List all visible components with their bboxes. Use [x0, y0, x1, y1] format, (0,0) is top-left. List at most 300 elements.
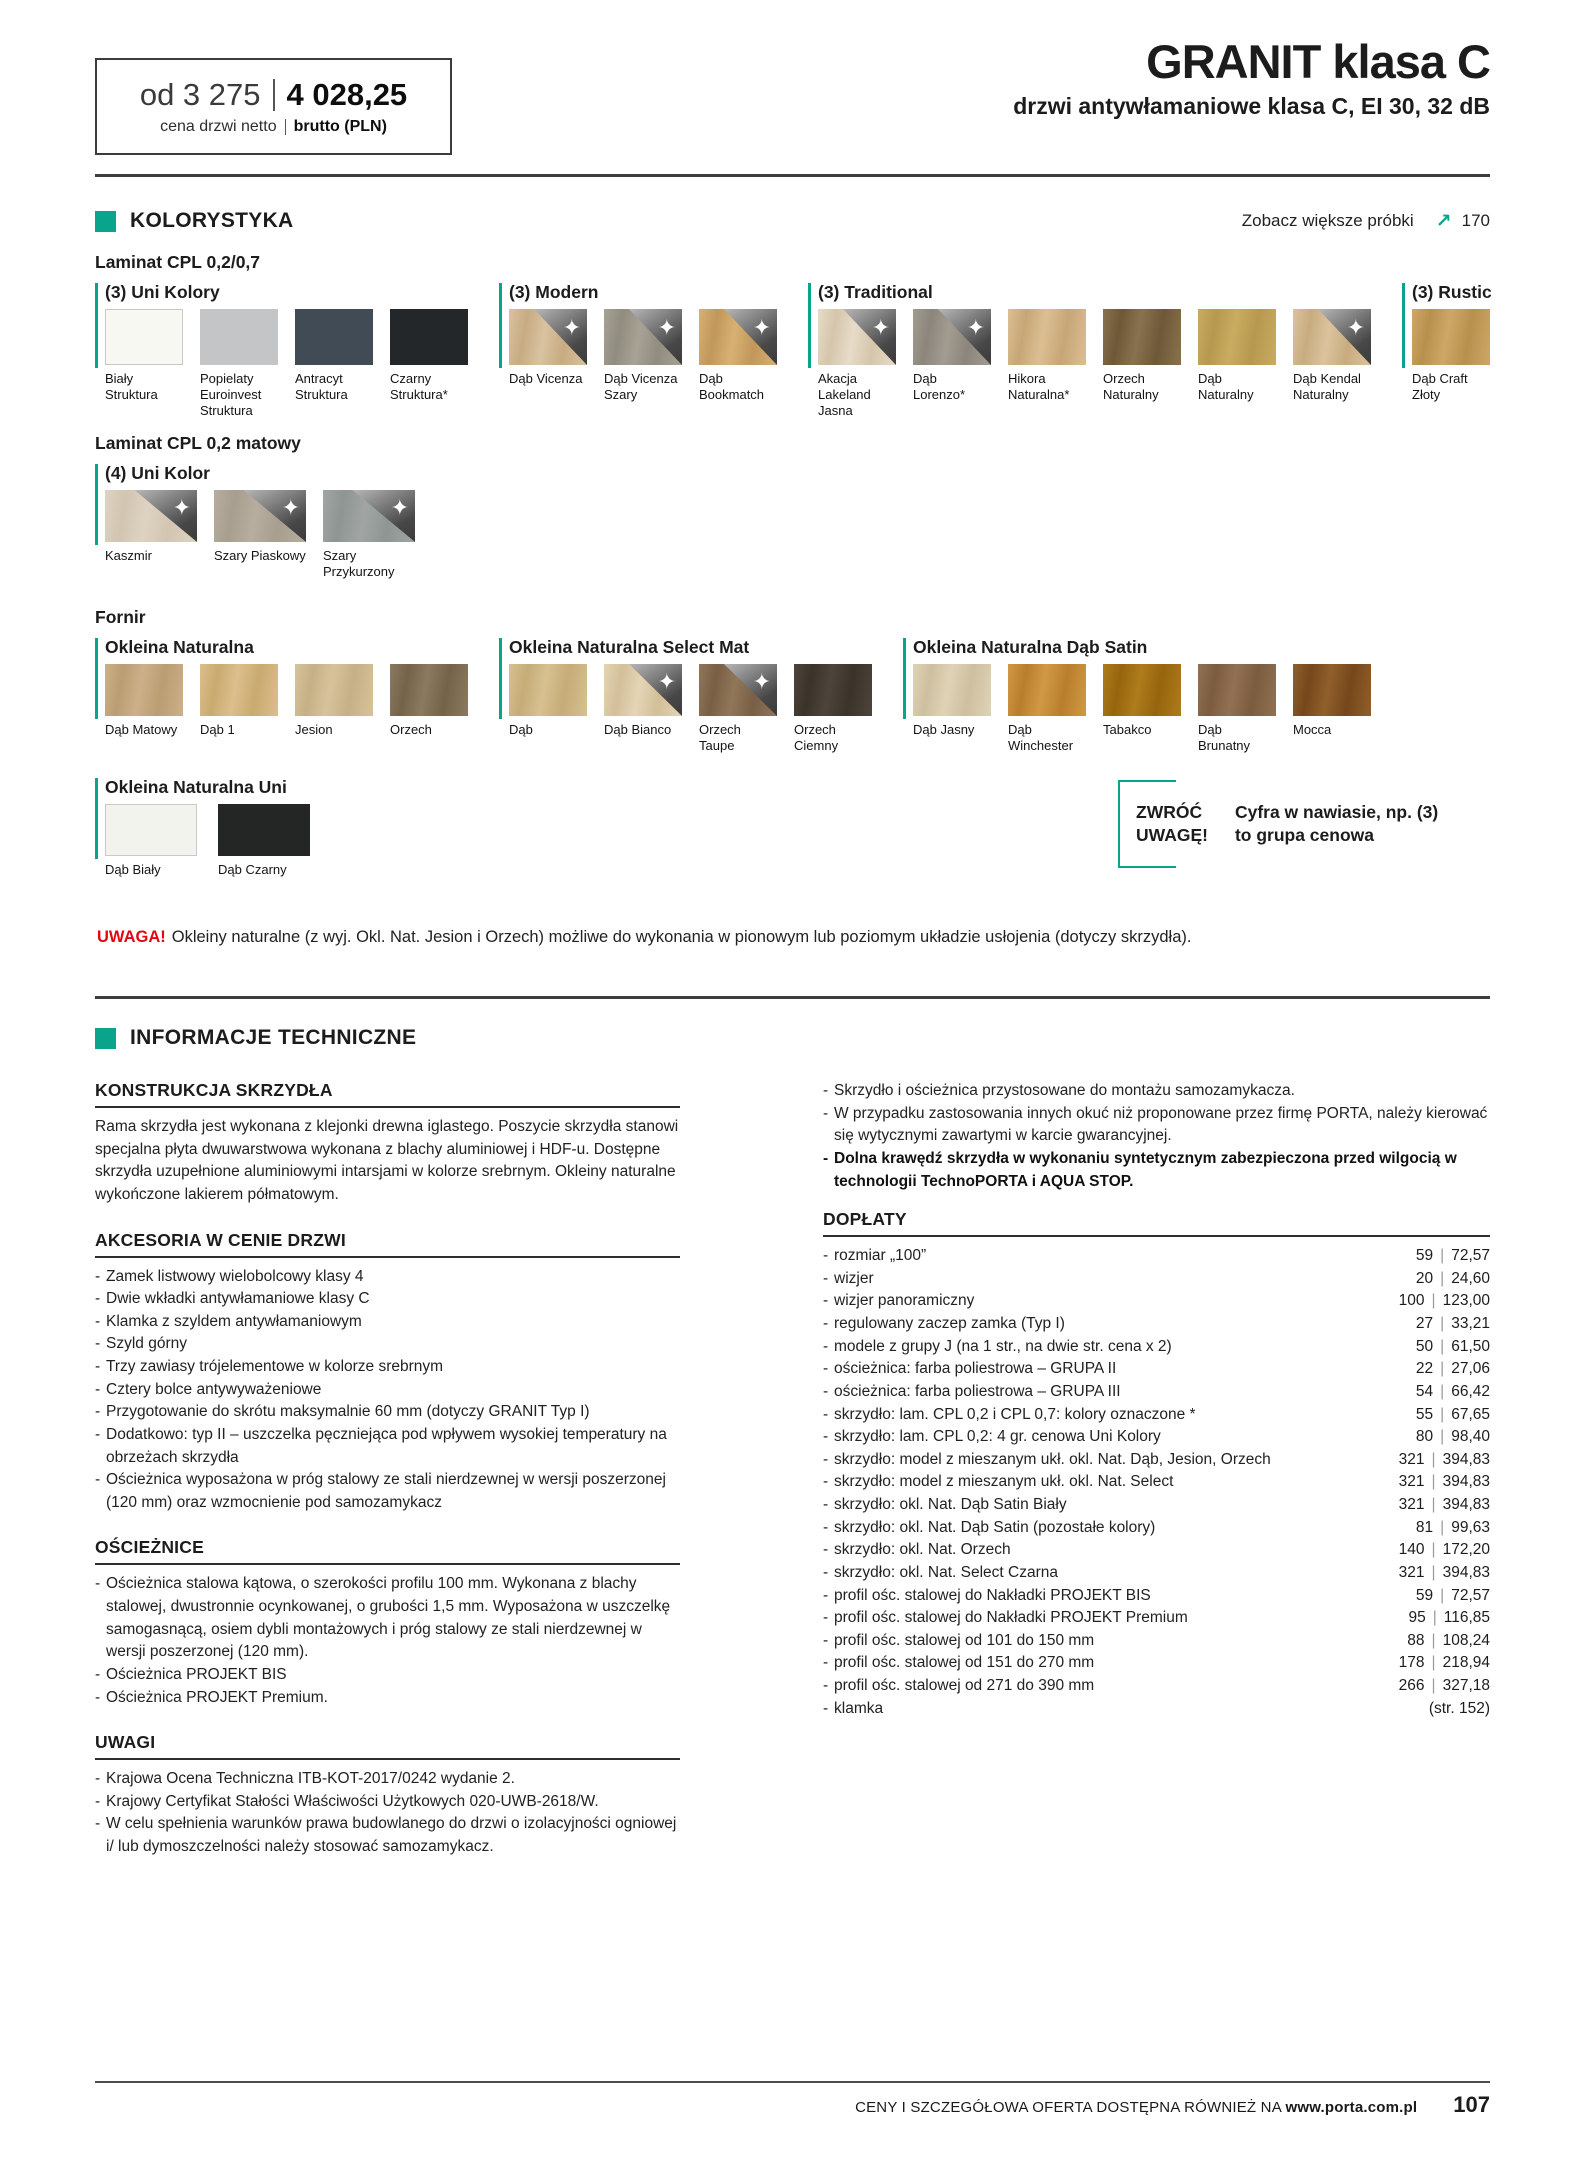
swatch-name: Dąb Brunatny [1198, 722, 1251, 753]
swatch-cell [105, 804, 197, 878]
swatch-cell [1198, 664, 1276, 754]
surcharge-label: - skrzydło: okl. Nat. Orzech [823, 1539, 1399, 1562]
color-swatch-with-sparkle-icon [323, 490, 415, 542]
net-price: 321 [1398, 1563, 1425, 1581]
color-swatch-with-sparkle-icon [818, 309, 896, 365]
swatch-name: Antracyt Struktura [295, 371, 348, 402]
surcharge-price [1399, 1292, 1490, 1310]
net-price: 140 [1398, 1541, 1425, 1559]
swatch-name: Orzech Taupe [699, 722, 741, 753]
swatch-group-label: Okleina Naturalna Uni [105, 777, 287, 797]
color-swatch [1198, 309, 1276, 365]
tech-list-item: - Ościeżnica PROJEKT Premium. [95, 1687, 680, 1710]
color-swatch-with-sparkle-icon [214, 490, 306, 542]
price-box [95, 58, 452, 155]
swatch-cell [218, 804, 310, 878]
surcharge-label: - ościeżnica: farba poliestrowa – GRUPA III [823, 1381, 1416, 1404]
tech-subheading: OŚCIEŻNICE [95, 1537, 680, 1565]
surcharge-row [823, 1585, 1490, 1608]
swatch-group [95, 637, 468, 738]
color-swatch [1008, 664, 1086, 716]
surcharge-row [823, 1652, 1490, 1675]
swatch-cell [699, 664, 777, 754]
tech-list-item: - Klamka z szyldem antywłamaniowym [95, 1311, 680, 1334]
tech-heading: INFORMACJE TECHNICZNE [130, 1026, 417, 1049]
surcharge-price [1407, 1632, 1490, 1650]
color-swatch-with-sparkle-icon [1293, 309, 1371, 365]
gross-price: 72,57 [1451, 1586, 1490, 1604]
price-separator: | [1440, 1586, 1445, 1604]
swatch-group [95, 463, 415, 580]
swatch-cell [1293, 664, 1371, 754]
kolorystyka-heading: KOLORYSTYKA [130, 209, 294, 232]
surcharge-label: - profil ośc. stalowej od 101 do 150 mm [823, 1630, 1407, 1653]
color-swatch-with-sparkle-icon [509, 309, 587, 365]
net-price: 321 [1398, 1496, 1425, 1513]
swatch-name: Mocca [1293, 722, 1332, 737]
swatch-cell [105, 490, 197, 580]
tech-list-item: - Przygotowanie do skrótu maksymalnie 60 mm (dotyczy GRANIT Typ I) [95, 1401, 680, 1424]
swatch-section-title: Laminat CPL 0,2/0,7 [95, 252, 261, 272]
swatch-group [95, 777, 310, 878]
swatch-name: Dąb Naturalny [1198, 371, 1254, 402]
swatch-group-label: (3) Uni Kolory [105, 282, 220, 302]
swatch-cell [604, 309, 682, 403]
gross-price: 33,21 [1451, 1315, 1490, 1332]
website-link[interactable]: www.porta.com.pl [1285, 2099, 1418, 2116]
swatch-group-row [95, 282, 1492, 419]
swatch-group-row [95, 463, 415, 580]
net-price: 59 [1415, 1247, 1434, 1265]
swatch-group-row [95, 637, 1371, 754]
swatch-row [509, 309, 777, 403]
swatch-name: Orzech Ciemny [794, 722, 839, 753]
teal-square-icon [95, 1028, 116, 1049]
price-separator: | [1440, 1405, 1445, 1423]
color-swatch [913, 664, 991, 716]
gross-price: 99,63 [1451, 1518, 1490, 1536]
gross-price: 67,65 [1451, 1405, 1490, 1423]
section-rule [95, 996, 1490, 999]
surcharge-label: - profil ośc. stalowej do Nakładki PROJEKT Premium [823, 1607, 1408, 1630]
swatch-section [95, 607, 1371, 754]
surcharge-price [1408, 1609, 1490, 1627]
price-separator: | [1431, 1677, 1436, 1694]
swatch-name: Dąb 1 [200, 722, 235, 737]
swatch-name: Popielaty Euroinvest Struktura [200, 371, 262, 418]
note-title-line: ZWRÓĆ [1136, 802, 1203, 822]
gross-price: 24,60 [1451, 1269, 1490, 1287]
net-price: 95 [1408, 1609, 1426, 1627]
color-swatch-with-sparkle-icon [105, 490, 197, 542]
swatch-name: Orzech [390, 722, 432, 737]
surcharge-label: - profil ośc. stalowej do Nakładki PROJEKT BIS [823, 1585, 1416, 1608]
net-price: 50 [1415, 1337, 1434, 1355]
color-swatch [200, 309, 278, 365]
color-swatch [200, 664, 278, 716]
swatch-name: Dąb Jasny [913, 722, 975, 737]
arrow-up-right-icon: ↗ [1435, 210, 1452, 232]
gross-price: 394,83 [1442, 1496, 1490, 1513]
price-separator [273, 79, 275, 111]
swatch-row [105, 490, 415, 580]
net-price: 178 [1398, 1654, 1425, 1672]
gross-price: 172,20 [1442, 1541, 1490, 1559]
price-gross: 4 028,25 [286, 77, 408, 112]
color-swatch [794, 664, 872, 716]
swatch-section [95, 252, 1492, 419]
swatch-row [105, 804, 310, 878]
surcharge-row [823, 1607, 1490, 1630]
swatch-cell [699, 309, 777, 403]
tech-block [95, 1537, 680, 1709]
swatch-group [1402, 282, 1492, 403]
swatch-row [105, 309, 468, 419]
net-price: 27 [1415, 1315, 1434, 1332]
swatch-name: Dąb Czarny [218, 862, 287, 877]
swatch-group-label: Okleina Naturalna Dąb Satin [913, 637, 1148, 657]
caption-separator [285, 119, 286, 135]
surcharge-row [823, 1268, 1490, 1291]
swatch-name: Biały Struktura [105, 371, 158, 402]
swatch-cell [1198, 309, 1276, 419]
attention-note-box [1118, 780, 1490, 868]
page-subtitle: drzwi antywłamaniowe klasa C, EI 30, 32 dB [1013, 92, 1490, 119]
tech-subheading: AKCESORIA W CENIE DRZWI [95, 1230, 680, 1258]
swatch-group-label: (3) Rustic [1412, 282, 1492, 302]
swatch-name: Szary Piaskowy [214, 548, 306, 563]
swatch-name: Czarny Struktura* [390, 371, 448, 402]
color-swatch [390, 309, 468, 365]
gross-price: 98,40 [1451, 1428, 1490, 1446]
tech-note-item: - W przypadku zastosowania innych okuć niż proponowane przez firmę PORTA, należy kierować się wytycznymi zawartymi w karcie gwarancyjnej. [823, 1103, 1490, 1148]
swatch-name: Dąb Bookmatch [699, 371, 765, 402]
see-more-label: Zobacz większe próbki [1241, 211, 1414, 230]
note-box-text [1235, 801, 1438, 847]
tech-header [95, 1026, 1490, 1050]
color-swatch [105, 309, 183, 365]
color-swatch-with-sparkle-icon [604, 309, 682, 365]
see-more-page: 170 [1461, 211, 1490, 230]
color-swatch [509, 664, 587, 716]
swatch-group-label: (4) Uni Kolor [105, 463, 210, 483]
surcharge-price [1416, 1587, 1490, 1605]
tech-block [95, 1732, 680, 1859]
gross-price: 61,50 [1451, 1337, 1490, 1355]
page-title: GRANIT klasa C [1146, 35, 1490, 88]
page-number: 107 [1453, 2092, 1490, 2117]
gross-price: 108,24 [1442, 1631, 1490, 1649]
teal-square-icon [95, 211, 116, 232]
surcharge-label: - skrzydło: okl. Nat. Dąb Satin (pozostałe kolory) [823, 1517, 1416, 1540]
swatch-cell [105, 309, 183, 419]
note-box-title [1136, 801, 1208, 847]
title-block [1013, 35, 1490, 120]
surcharge-label: - skrzydło: lam. CPL 0,2: 4 gr. cenowa Uni Kolory [823, 1426, 1416, 1449]
net-price: 54 [1415, 1382, 1434, 1400]
surcharge-note: (str. 152) [1428, 1699, 1490, 1717]
color-swatch [390, 664, 468, 716]
swatch-cell [1103, 309, 1181, 419]
price-separator: | [1431, 1654, 1436, 1672]
swatch-name: Dąb Lorenzo* [913, 371, 966, 402]
swatch-group-label: (3) Modern [509, 282, 599, 302]
surcharge-label: - ościeżnica: farba poliestrowa – GRUPA II [823, 1358, 1416, 1381]
gross-price: 218,94 [1442, 1654, 1490, 1672]
tech-list-item: - Ościeżnica wyposażona w próg stalowy ze stali nierdzewnej w wersji poszerzonej (120 mm) oraz wzmocnienie pod samozamykacz [95, 1469, 680, 1514]
surcharge-row [823, 1245, 1490, 1268]
surcharge-label: - skrzydło: model z mieszanym ukł. okl. Nat. Select [823, 1471, 1399, 1494]
surcharge-row [823, 1494, 1490, 1517]
swatch-name: Dąb Vicenza Szary [604, 371, 678, 402]
color-swatch [1008, 309, 1086, 365]
price-separator: | [1431, 1631, 1436, 1649]
swatch-name: Dąb Biały [105, 862, 161, 877]
net-price: 80 [1415, 1428, 1434, 1446]
tech-list-item: - Krajowy Certyfikat Stałości Właściwości Użytkowych 020-UWB-2618/W. [95, 1791, 680, 1814]
note-text-line: Cyfra w nawiasie, np. (3) [1234, 802, 1439, 822]
surcharges-block [823, 1209, 1490, 1720]
price-caption-net: cena drzwi netto [160, 118, 277, 135]
tech-note-item: - Dolna krawędź skrzydła w wykonaniu syntetycznym zabezpieczona przed wilgocią w technologii TechnoPORTA i AQUA STOP. [823, 1148, 1490, 1193]
tech-note-item: - Skrzydło i ościeżnica przystosowane do montażu samozamykacza. [823, 1080, 1490, 1103]
swatch-group [499, 282, 777, 403]
swatch-cell [200, 309, 278, 419]
swatch-cell [818, 309, 896, 419]
surcharge-row [823, 1562, 1490, 1585]
tech-list-item: - Ościeżnica PROJEKT BIS [95, 1664, 680, 1687]
swatch-group-label: (3) Traditional [818, 282, 933, 302]
warning-line [97, 928, 1191, 947]
price-separator: | [1431, 1563, 1436, 1581]
swatch-group [95, 282, 468, 419]
tech-list-item: - Szyld górny [95, 1333, 680, 1356]
net-price: 100 [1398, 1292, 1425, 1310]
color-swatch [105, 804, 197, 856]
swatch-name: Hikora Naturalna* [1008, 371, 1070, 402]
net-price: 321 [1398, 1450, 1425, 1468]
surcharge-label: - klamka [823, 1698, 1429, 1721]
surcharge-label: - skrzydło: model z mieszanym ukł. okl. Nat. Dąb, Jesion, Orzech [823, 1449, 1399, 1472]
surcharge-label: - rozmiar „100” [823, 1245, 1416, 1268]
swatch-cell [105, 664, 183, 738]
swatch-group-label: Okleina Naturalna [105, 637, 254, 657]
swatch-cell [1412, 309, 1490, 403]
net-price: 81 [1415, 1518, 1434, 1536]
kolorystyka-header [95, 209, 1490, 233]
color-swatch-with-sparkle-icon [913, 309, 991, 365]
swatch-name: Dąb Bianco [604, 722, 672, 737]
surcharge-row [823, 1449, 1490, 1472]
color-swatch [218, 804, 310, 856]
price-separator: | [1432, 1609, 1437, 1627]
gross-price: 327,18 [1442, 1677, 1490, 1694]
swatch-name: Kaszmir [105, 548, 152, 563]
surcharge-price [1399, 1473, 1490, 1491]
surcharge-price [1416, 1406, 1490, 1424]
footer-caption: CENY I SZCZEGÓŁOWA OFERTA DOSTĘPNA RÓWNIEŻ NA [855, 2099, 1282, 2116]
see-more-samples-link[interactable] [1242, 210, 1490, 232]
surcharge-label: - skrzydło: lam. CPL 0,2 i CPL 0,7: kolory oznaczone * [823, 1404, 1416, 1427]
tech-paragraph: Rama skrzydła jest wykonana z klejonki drewna iglastego. Poszycie skrzydła stanowi specjalna płyta dwuwarstwowa wykonana z blachy aluminiowej i HDF-u. Dostępne skrzydła uzupełnione aluminiowymi intarsjami w kolorze srebrnym. Okleiny naturalne wykończone lakierem półmatowym. [95, 1118, 679, 1203]
tech-list-item: - Krajowa Ocena Techniczna ITB-KOT-2017/0242 wydanie 2. [95, 1768, 680, 1791]
swatch-name: Dąb Matowy [105, 722, 178, 737]
swatch-cell [1008, 309, 1086, 419]
surcharge-row [823, 1517, 1490, 1540]
swatch-name: Akacja Lakeland Jasna [818, 371, 871, 418]
gross-price: 72,57 [1451, 1247, 1490, 1265]
swatch-group-row [95, 777, 310, 878]
surcharge-label: - profil ośc. stalowej od 271 do 390 mm [823, 1675, 1399, 1698]
surcharge-price [1416, 1383, 1490, 1401]
surcharge-row [823, 1404, 1490, 1427]
surcharge-row [823, 1675, 1490, 1698]
price-caption-gross: brutto (PLN) [293, 118, 387, 135]
price-separator: | [1440, 1360, 1445, 1378]
net-price: 321 [1398, 1473, 1425, 1491]
swatch-name: Tabakco [1103, 722, 1152, 737]
swatch-cell [390, 309, 468, 419]
net-price: 55 [1415, 1405, 1434, 1423]
swatch-cell [794, 664, 872, 754]
swatch-cell [214, 490, 306, 580]
tech-list-item: - Trzy zawiasy trójelementowe w kolorze srebrnym [95, 1356, 680, 1379]
swatch-cell [200, 664, 278, 738]
price-separator: | [1440, 1337, 1445, 1355]
swatch-cell [604, 664, 682, 754]
surcharge-price [1399, 1677, 1490, 1695]
price-separator: | [1431, 1496, 1436, 1513]
swatch-group [903, 637, 1371, 754]
swatch-cell [509, 309, 587, 403]
price-separator: | [1440, 1315, 1445, 1332]
swatch-cell [1293, 309, 1371, 419]
swatch-name: Jesion [295, 722, 333, 737]
tech-list-item: - Dwie wkładki antywłamaniowe klasy C [95, 1288, 680, 1311]
color-swatch [1103, 664, 1181, 716]
color-swatch [1198, 664, 1276, 716]
surcharge-price [1416, 1315, 1490, 1333]
swatch-cell [509, 664, 587, 754]
tech-list-item: - W celu spełnienia warunków prawa budowlanego do drzwi o izolacyjności ogniowej i/ lub dymoszczelności należy stosować samozamykacz. [95, 1813, 680, 1858]
swatch-row [818, 309, 1371, 419]
net-price: 266 [1398, 1677, 1425, 1694]
swatch-name: Dąb Winchester [1008, 722, 1074, 753]
color-swatch-with-sparkle-icon [699, 309, 777, 365]
swatch-name: Dąb Kendal Naturalny [1293, 371, 1361, 402]
gross-price: 27,06 [1451, 1360, 1490, 1378]
swatch-section-title: Laminat CPL 0,2 matowy [95, 433, 301, 453]
tech-list-item: - Zamek listwowy wielobolcowy klasy 4 [95, 1266, 680, 1289]
note-title-line: UWAGĘ! [1136, 824, 1208, 845]
swatch-cell [390, 664, 468, 738]
gross-price: 394,83 [1442, 1450, 1490, 1468]
surcharge-label: - regulowany zaczep zamka (Typ I) [823, 1313, 1416, 1336]
swatch-row [509, 664, 872, 754]
color-swatch [1103, 309, 1181, 365]
price-net: od 3 275 [139, 77, 261, 112]
swatch-row [105, 664, 468, 738]
price-line [140, 77, 407, 113]
surcharge-price [1416, 1519, 1490, 1537]
gross-price: 394,83 [1442, 1563, 1490, 1581]
surcharge-price [1416, 1428, 1490, 1446]
surcharge-price [1399, 1451, 1490, 1469]
surcharge-row [823, 1313, 1490, 1336]
swatch-group [808, 282, 1371, 419]
surcharge-label: - profil ośc. stalowej od 151 do 270 mm [823, 1652, 1399, 1675]
gross-price: 116,85 [1443, 1609, 1490, 1627]
color-swatch [1412, 309, 1490, 365]
doplaty-rows [823, 1245, 1490, 1720]
price-separator: | [1440, 1518, 1445, 1536]
tech-block [95, 1230, 680, 1515]
swatch-name: Szary Przykurzony [323, 548, 395, 579]
tech-right-column [823, 1080, 1490, 1743]
tech-left-column [95, 1080, 680, 1882]
tech-subheading: UWAGI [95, 1732, 680, 1760]
surcharge-row [823, 1539, 1490, 1562]
price-separator: | [1440, 1382, 1445, 1400]
price-caption [160, 118, 387, 136]
surcharge-label: - skrzydło: okl. Nat. Select Czarna [823, 1562, 1399, 1585]
surcharge-price [1429, 1700, 1490, 1718]
surcharge-label: - wizjer panoramiczny [823, 1290, 1399, 1313]
color-swatch [105, 664, 183, 716]
color-swatch-with-sparkle-icon [699, 664, 777, 716]
footer [855, 2092, 1490, 2118]
footer-rule [95, 2081, 1490, 2083]
warning-text: Okleiny naturalne (z wyj. Okl. Nat. Jesion i Orzech) możliwe do wykonania w pionowym lub poziomym układzie usłojenia (dotyczy skrzydła). [171, 928, 1192, 946]
surcharge-price [1399, 1541, 1490, 1559]
surcharge-row [823, 1336, 1490, 1359]
price-separator: | [1440, 1269, 1445, 1287]
price-separator: | [1431, 1541, 1436, 1559]
footer-text [855, 2099, 1417, 2116]
swatch-cell [1008, 664, 1086, 754]
surcharge-price [1416, 1270, 1490, 1288]
swatch-section [95, 777, 310, 878]
swatch-cell [295, 664, 373, 738]
tech-list-item: - Cztery bolce antywyważeniowe [95, 1379, 680, 1402]
surcharge-row [823, 1630, 1490, 1653]
net-price: 22 [1415, 1360, 1434, 1378]
gross-price: 394,83 [1442, 1473, 1490, 1491]
price-separator: | [1431, 1473, 1436, 1491]
tech-list-item: - Ościeżnica stalowa kątowa, o szerokości profilu 100 mm. Wykonana z blachy stalowej, dwustronnie ocynkowanej, o grubości 1,5 mm. Wyposażona w uszczelkę samogasnącą, osiem dybli montażowych i próg stalowy ze stali nierdzewnej w wersji poszerzonej (120 mm). [95, 1573, 680, 1664]
surcharge-row [823, 1426, 1490, 1449]
header-rule [95, 174, 1490, 177]
color-swatch-with-sparkle-icon [604, 664, 682, 716]
color-swatch [1293, 664, 1371, 716]
swatch-row [913, 664, 1371, 754]
price-separator: | [1431, 1292, 1436, 1310]
surcharge-row [823, 1358, 1490, 1381]
net-price: 59 [1415, 1586, 1434, 1604]
surcharge-row [823, 1471, 1490, 1494]
note-text-line: to grupa cenowa [1234, 824, 1374, 845]
swatch-group-label: Okleina Naturalna Select Mat [509, 637, 750, 657]
surcharge-row [823, 1381, 1490, 1404]
swatch-name: Orzech Naturalny [1103, 371, 1159, 402]
swatch-cell [913, 309, 991, 419]
tech-right-notes [823, 1080, 1490, 1193]
swatch-name: Dąb Craft Złoty [1412, 371, 1468, 402]
surcharge-price [1416, 1360, 1490, 1378]
swatch-cell [913, 664, 991, 754]
swatch-cell [295, 309, 373, 419]
swatch-cell [1103, 664, 1181, 754]
